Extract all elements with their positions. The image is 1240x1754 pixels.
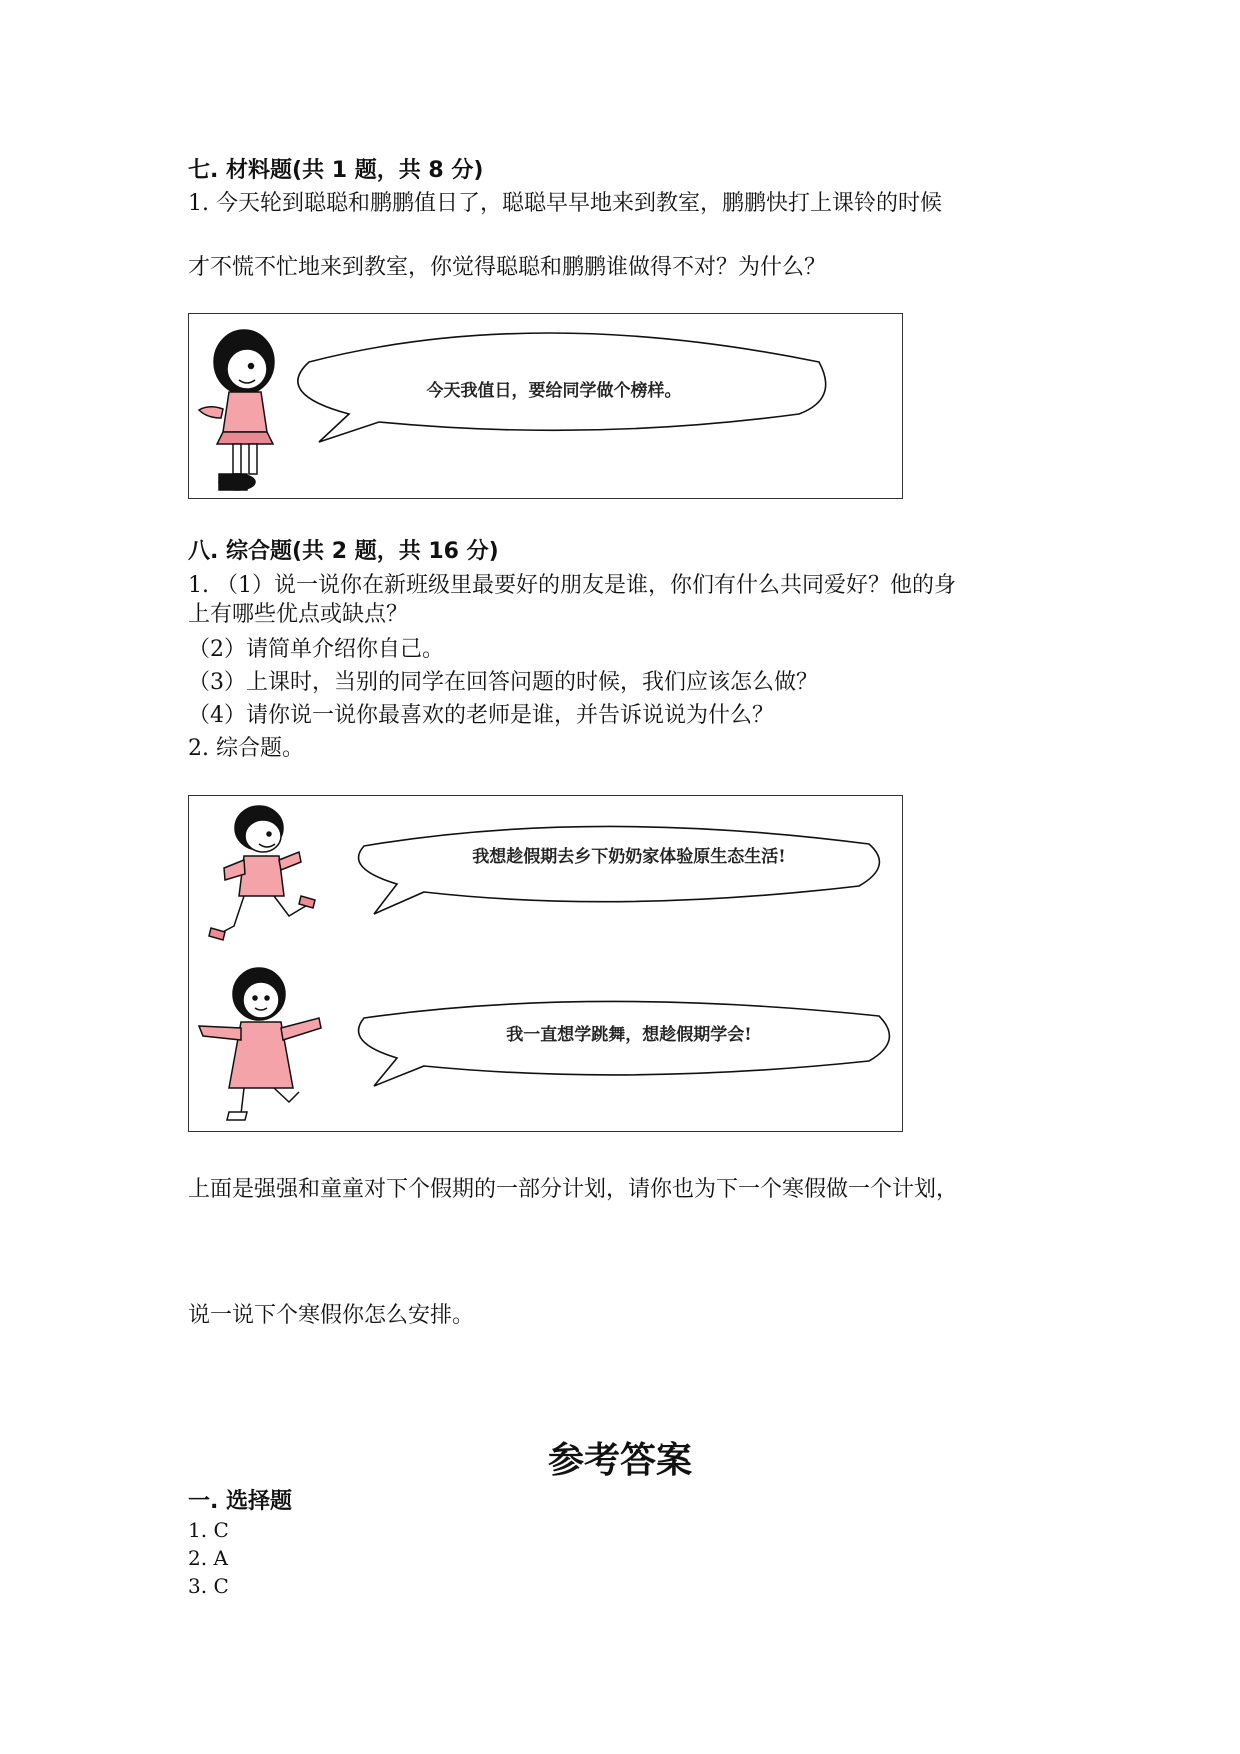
question-8-1-part-4: （4）请你说一说你最喜欢的老师是谁，并告诉说说为什么？ [188, 703, 774, 728]
section-8-title: 八. 综合题(共 2 题，共 16 分) [188, 539, 499, 564]
answer-item: 3. C [188, 1574, 229, 1598]
answers-section-1-title: 一. 选择题 [188, 1489, 293, 1514]
girl-speech-illustration [189, 314, 902, 498]
question-7-1-line-1: 1. 今天轮到聪聪和鹏鹏值日了，聪聪早早地来到教室，鹏鹏快打上课铃的时候 [188, 191, 942, 216]
answer-item: 2. A [188, 1546, 228, 1570]
question-8-2: 2. 综合题。 [188, 736, 304, 761]
question-8-1-part-1-line-2: 上有哪些优点或缺点？ [188, 602, 409, 627]
girl-figure-2 [199, 968, 321, 1120]
illustration-frame-2 [188, 795, 903, 1132]
question-8-2-line-1: 上面是强强和童童对下个假期的一部分计划，请你也为下一个寒假做一个计划， [188, 1177, 959, 1202]
speech-bubble-boy [359, 826, 880, 914]
boy-figure [209, 806, 315, 940]
bubble-text-boy: 我想趁假期去乡下奶奶家体验原生态生活! [472, 847, 786, 867]
girl-figure [199, 330, 274, 490]
question-8-1-part-3: （3）上课时，当别的同学在回答问题的时候，我们应该怎么做？ [188, 670, 818, 695]
bubble-text-girl: 今天我值日，要给同学做个榜样。 [426, 381, 682, 401]
question-8-2-line-2: 说一说下个寒假你怎么安排。 [188, 1303, 475, 1328]
answer-item: 1. C [188, 1518, 229, 1542]
question-8-1-part-2: （2）请简单介绍你自己。 [188, 637, 444, 662]
question-7-1-line-2: 才不慌不忙地来到教室，你觉得聪聪和鹏鹏谁做得不对？为什么？ [188, 255, 827, 280]
children-speech-illustration [189, 796, 902, 1131]
section-7-title: 七. 材料题(共 1 题，共 8 分) [188, 158, 484, 183]
answers-heading: 参考答案 [547, 1440, 692, 1481]
question-8-1-part-1-line-1: 1. （1）说一说你在新班级里最要好的朋友是谁，你们有什么共同爱好？他的身 [188, 573, 956, 598]
bubble-text-girl-2: 我一直想学跳舞，想趁假期学会! [506, 1025, 752, 1045]
illustration-frame-1 [188, 313, 903, 499]
